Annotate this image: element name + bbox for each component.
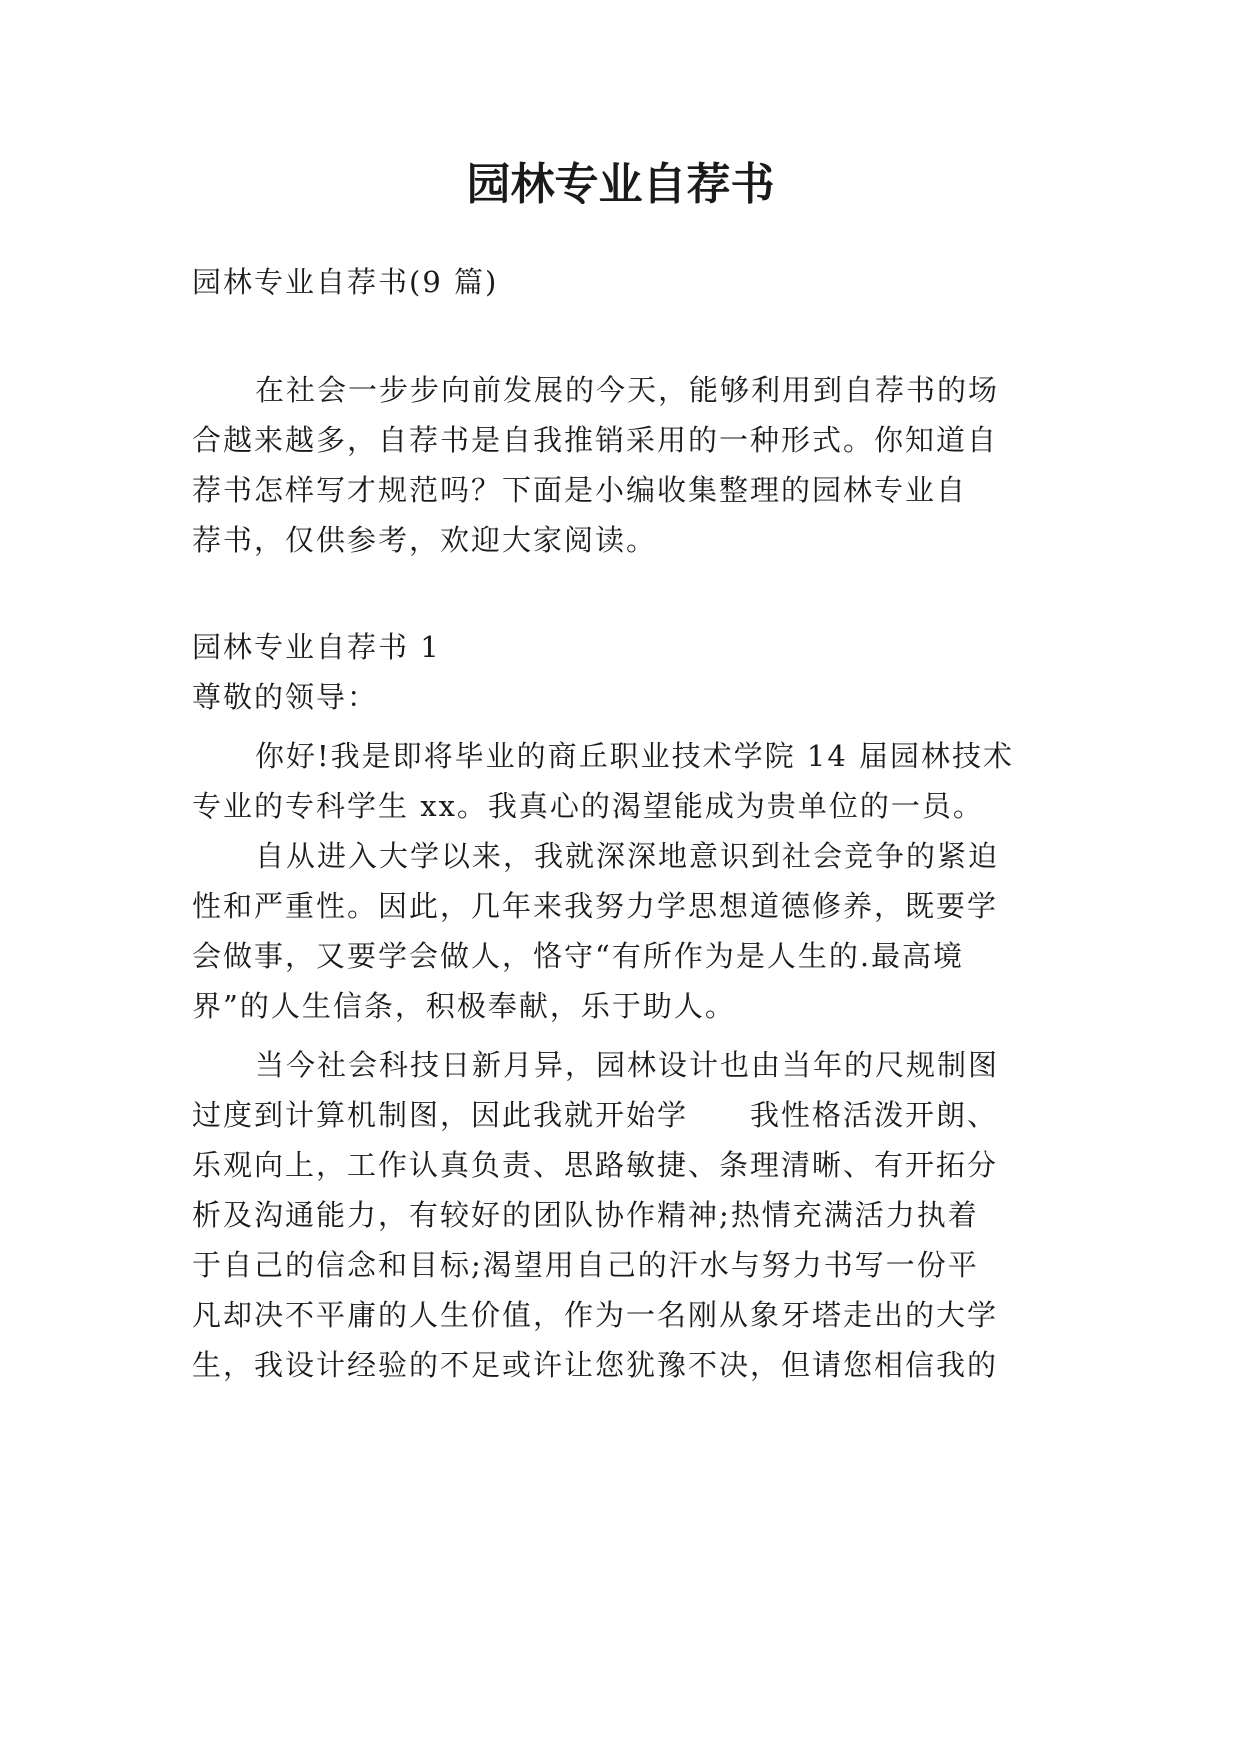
- intro-line: 荐书，仅供参考，欢迎大家阅读。: [192, 523, 658, 557]
- salutation: 尊敬的领导：: [192, 680, 379, 714]
- body-line: 性和严重性。因此，几年来我努力学思想道德修养，既要学: [192, 889, 999, 923]
- body-line: 于自己的信念和目标;渴望用自己的汗水与努力书写一份平: [192, 1248, 979, 1282]
- body-line: 自从进入大学以来，我就深深地意识到社会竞争的紧迫: [255, 839, 1000, 873]
- body-line: 析及沟通能力，有较好的团队协作精神;热情充满活力执着: [192, 1198, 979, 1232]
- body-line: 专业的专科学生 xx。我真心的渴望能成为贵单位的一员。: [192, 789, 984, 823]
- body-line: 乐观向上，工作认真负责、思路敏捷、条理清晰、有开拓分: [192, 1148, 999, 1182]
- intro-line: 在社会一步步向前发展的今天，能够利用到自荐书的场: [255, 373, 1000, 407]
- body-line: 过度到计算机制图，因此我就开始学 我性格活泼开朗、: [192, 1098, 999, 1132]
- body-line: 你好!我是即将毕业的商丘职业技术学院 14 届园林技术: [255, 739, 1014, 773]
- intro-line: 合越来越多，自荐书是自我推销采用的一种形式。你知道自: [192, 423, 999, 457]
- body-line: 生，我设计经验的不足或许让您犹豫不决，但请您相信我的: [192, 1348, 999, 1382]
- intro-line: 荐书怎样写才规范吗？下面是小编收集整理的园林专业自: [192, 473, 968, 507]
- body-line: 会做事，又要学会做人，恪守“有所作为是人生的.最高境: [192, 939, 965, 973]
- document-subtitle: 园林专业自荐书(9 篇): [192, 265, 499, 299]
- section-heading: 园林专业自荐书 1: [192, 630, 441, 664]
- body-line: 界”的人生信条，积极奉献，乐于助人。: [192, 989, 736, 1023]
- body-line: 凡却决不平庸的人生价值，作为一名刚从象牙塔走出的大学: [192, 1298, 999, 1332]
- document-title: 园林专业自荐书: [466, 159, 775, 210]
- body-line: 当今社会科技日新月异，园林设计也由当年的尺规制图: [255, 1048, 1000, 1082]
